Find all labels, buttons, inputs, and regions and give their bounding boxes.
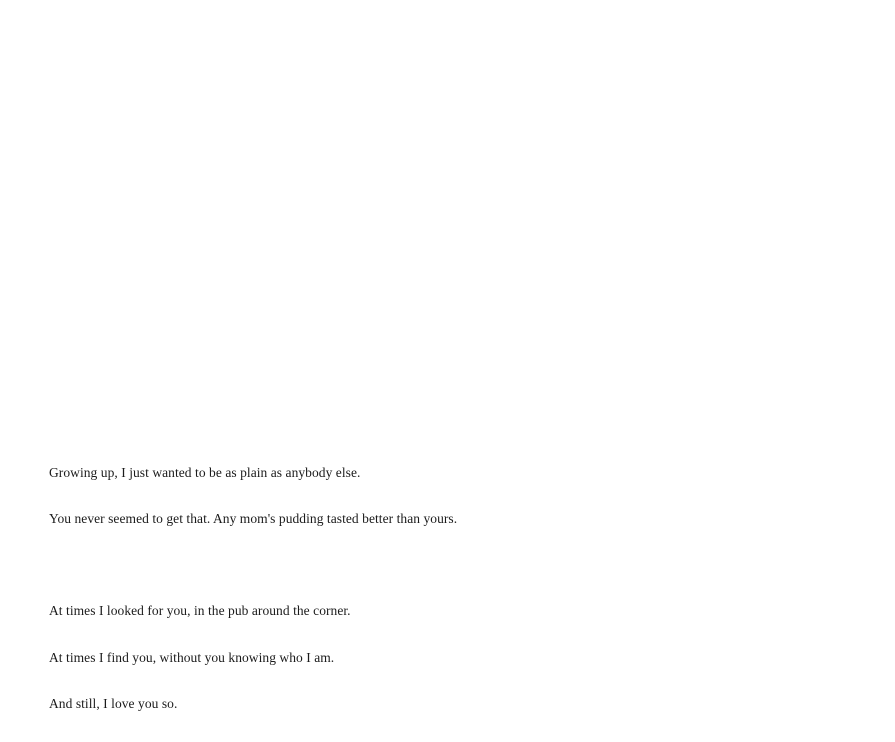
- text-line: You never seemed to get that. Any mom's pudding tasted better than yours.: [49, 511, 458, 527]
- text-line: And still, I love you so.: [49, 695, 178, 711]
- paragraph-2: [49, 573, 809, 742]
- text-line: At times I find you, without you knowing who I am.: [49, 649, 335, 665]
- text-line: Growing up, I just wanted to be as plain as anybody else.: [49, 464, 361, 480]
- text-line: At times I looked for you, in the pub around the corner.: [49, 603, 351, 619]
- poem-text-block: [49, 434, 809, 742]
- paragraph-1: [49, 434, 809, 557]
